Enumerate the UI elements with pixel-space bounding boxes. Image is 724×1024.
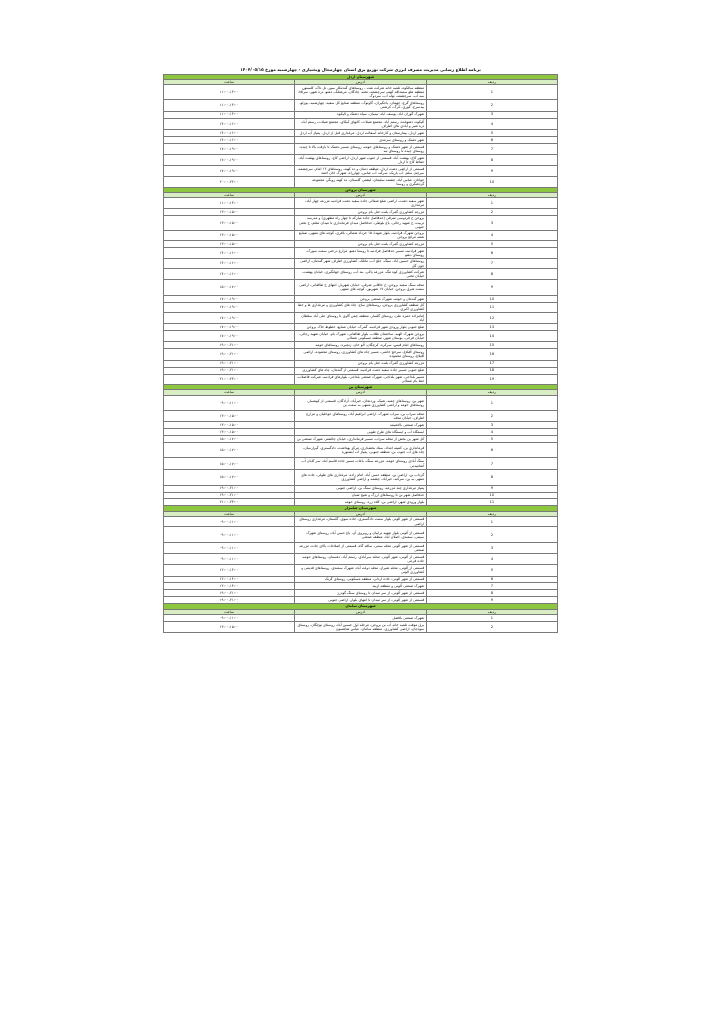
row-number: 9 xyxy=(426,485,557,492)
table-row xyxy=(164,435,558,442)
row-address: ضلع جنوبی بلوار ورودی شهر فرادنبه، گمرک، خیابان صنایع، خطوط خاک بروجن xyxy=(295,323,426,330)
table-row xyxy=(164,583,558,590)
table-row xyxy=(164,155,558,166)
row-number: 10 xyxy=(426,295,557,302)
row-address: قسمتی از شهر آلونی، از سر میدان تا انتهای بلوار، اراضی جنوبی xyxy=(295,597,426,604)
table-row xyxy=(164,230,558,241)
table-row xyxy=(164,360,558,367)
table-row xyxy=(164,313,558,324)
table-row xyxy=(164,469,558,485)
row-number: 9 xyxy=(426,279,557,295)
row-address: گرداب بن، اراضی بن، منطقه حسن آباد، امام زاده، مرغداری های طولی، جاده های منتهی به بن، سرکبه، خیرآباد، چشمه و اراضی کشاورزی xyxy=(295,469,426,485)
table-row xyxy=(164,165,558,176)
table-row xyxy=(164,565,558,576)
row-address: روستاهای حسین آباد، سنگ، خلج آب، ماتلک، کشاورزی اطراف شهر گندمان، اراضی جون گل xyxy=(295,258,426,269)
row-time: ۱۷:۰۰-۱۹:۰۰ xyxy=(164,295,295,302)
table-row xyxy=(164,323,558,330)
row-number: 4 xyxy=(426,428,557,435)
table-row xyxy=(164,129,558,136)
row-time: ۱۵:۰۰-۱۷:۰۰ xyxy=(164,279,295,295)
table-row xyxy=(164,111,558,118)
row-number: 15 xyxy=(426,342,557,349)
row-time: ۰۹:۰۰-۱۱:۰۰ xyxy=(164,527,295,543)
row-number: 1 xyxy=(426,198,557,209)
column-time-header: ساعت xyxy=(164,609,295,614)
row-time: ۲۱:۰۰-۲۳:۰۰ xyxy=(164,499,295,506)
row-address: محله سراب بن، سراب شهرک، اراضی ابراهیم آباد، روستاهای جوخلیان و مزارع اطراف، خیابان محله xyxy=(295,411,426,422)
column-index-header: ردیف xyxy=(426,511,557,516)
row-time: ۱۳:۰۰-۱۵:۰۰ xyxy=(164,215,295,230)
table-row xyxy=(164,208,558,215)
row-time: ۱۹:۰۰-۲۱:۰۰ xyxy=(164,342,295,349)
table-row xyxy=(164,395,558,411)
row-address: شهر فرادنبه، مسیر حدفاصل فرادنبه تا روستا دهنو، مزارع درختی سمت سورک، روستای دهنو xyxy=(295,248,426,259)
row-address: شرکت کشاورزی کوه تنگ، مزرعه پاکی، بند آب، روستای جهانگیری، خیابان بهشت، خیابان تختی xyxy=(295,269,426,280)
table-row xyxy=(164,499,558,506)
row-time: ۱۹:۰۰-۲۱:۰۰ xyxy=(164,360,295,367)
column-address-header: آدرس xyxy=(295,609,426,614)
table-row xyxy=(164,215,558,230)
row-number: 2 xyxy=(426,621,557,632)
row-number: 6 xyxy=(426,136,557,143)
row-address: مسیر بلداجی، شهر بلداجی، شهرک صنعتی بلداجی، بلوارهای فرادنبه، شرکت فاضلاب، خط بام شمالی xyxy=(295,374,426,385)
table-row xyxy=(164,614,558,621)
row-number: 1 xyxy=(426,395,557,411)
table-row xyxy=(164,367,558,374)
table-row xyxy=(164,198,558,209)
row-address: شهر کاج، بهشت آباد، قسمتی از جنوب شهر اردل، اراضی کاج، روستاهای بهشت آباد، حفاظ کاج تا اردل xyxy=(295,155,426,166)
row-address: مزرعه کشاورزی گمرک بلنت ختل بام بروجن xyxy=(295,360,426,367)
column-time-header: ساعت xyxy=(164,80,295,85)
section-title: شهرستان بن xyxy=(164,385,558,390)
row-address: روستاهای امام قیس، سرکره، کرچگان، آلو خان، زنجیره، روستاهای حومه xyxy=(295,342,426,349)
row-address: قسمتی از شهر آلونی بلوار سمت دادگستری، جاده سوی، گلستان، مرغداری روستای اراضی xyxy=(295,516,426,527)
column-index-header: ردیف xyxy=(426,193,557,198)
schedule-body xyxy=(164,75,558,633)
row-number: 2 xyxy=(426,411,557,422)
row-address: شهرک صنعتی بالاشیمه xyxy=(295,421,426,428)
row-number: 8 xyxy=(426,469,557,485)
table-row xyxy=(164,241,558,248)
row-number: 2 xyxy=(426,100,557,111)
table-row xyxy=(164,177,558,188)
section-title: شهرستان بروجن xyxy=(164,187,558,192)
row-number: 1 xyxy=(426,516,557,527)
row-number: 3 xyxy=(426,111,557,118)
column-time-header: ساعت xyxy=(164,193,295,198)
table-row xyxy=(164,485,558,492)
row-number: 4 xyxy=(426,118,557,129)
row-number: 17 xyxy=(426,360,557,367)
row-time: ۱۳:۰۰-۱۵:۰۰ xyxy=(164,428,295,435)
column-index-header: ردیف xyxy=(426,80,557,85)
row-number: 7 xyxy=(426,458,557,469)
table-row xyxy=(164,553,558,564)
row-address: آلیکوه، دهنوغده، رستم آباد، مجتمع شیلات، کانهای کیکای، مجتمع شیلات، رستم آباد، دره شیر و آبادی های اطراف xyxy=(295,118,426,129)
row-address: ضلع جنوبی مسیر جاده سفید دشت فرادنبه، قسمتی از گندمان، چاه های کشاورزی xyxy=(295,367,426,374)
row-time: ۱۷:۰۰-۱۹:۰۰ xyxy=(164,155,295,166)
row-time: ۱۴:۰۰-۱۶:۰۰ xyxy=(164,136,295,143)
row-time: ۱۴:۰۰-۱۶:۰۰ xyxy=(164,269,295,280)
row-address: محله سنگ سفید بروجن، خ خاقانی شرقی، خیابان شهریار، انتهای خ طالقانی، اراضی سمت شرق بروجن، خیابان ۱۷ شهریور، کوچه های منتهی xyxy=(295,279,426,295)
row-number: 10 xyxy=(426,177,557,188)
row-address: شهر گندمان و حومه، شهرک صنعتی بروجن xyxy=(295,295,426,302)
row-address: قسمتی از شهر آلونی، از سر میدان تا روستای سنگ گودرز xyxy=(295,590,426,597)
row-address: قسمتی از شهر دشتک و روستاهای حومه، روستای مسیر دشتک تا بازفت بالا تا چیده، روستای چیده تا روستای تیه xyxy=(295,143,426,154)
row-time: ۱۱:۰۰-۱۳:۰۰ xyxy=(164,198,295,209)
table-row xyxy=(164,527,558,543)
table-row xyxy=(164,411,558,422)
row-time: ۱۹:۰۰-۲۱:۰۰ xyxy=(164,349,295,360)
row-number: 4 xyxy=(426,230,557,241)
row-number: 7 xyxy=(426,143,557,154)
row-address: سنگ آبادی روستای حومه، مزرعه سنگ، باغات مسیر جاده قاسم آباد، سر کابان آب آشامیدنی xyxy=(295,458,426,469)
table-row xyxy=(164,349,558,360)
row-number: 7 xyxy=(426,583,557,590)
row-number: 9 xyxy=(426,597,557,604)
row-time: ۲۰:۰۰-۲۲:۰۰ xyxy=(164,177,295,188)
row-time: ۱۷:۰۰-۱۹:۰۰ xyxy=(164,165,295,176)
row-number: 6 xyxy=(426,576,557,583)
table-row xyxy=(164,492,558,499)
row-time: ۱۲:۰۰-۱۴:۰۰ xyxy=(164,565,295,576)
row-number: 2 xyxy=(426,208,557,215)
table-row xyxy=(164,421,558,428)
row-address: روستاهای گرچ، چهمان، باجگیران، گاوتوک، منطقه صنایع کل سفید، چهارشنبه، بوزلو، بیدسرخ، گوری، کرگ، کرشنی xyxy=(295,100,426,111)
table-row xyxy=(164,295,558,302)
row-time: ۱۴:۰۰-۱۶:۰۰ xyxy=(164,248,295,259)
row-address: قسمتی از شهر آلونی محله سنتی، ساقه گاه، قسمتی از اصلاحات بالای جاده، مزرعه صنعتی xyxy=(295,543,426,554)
row-number: 11 xyxy=(426,302,557,313)
row-number: 5 xyxy=(426,565,557,576)
section-title: شهرستان سامان xyxy=(164,604,558,609)
section-title: شهرستان اردل xyxy=(164,75,558,80)
row-address: قسمتی از آلونی، محله شیراز، محله دولت آباد، شهرک سمندی، روستاهای قدیمی و کشاورزی آلونی xyxy=(295,565,426,576)
table-row xyxy=(164,516,558,527)
section-title: شهرستان شلمزار xyxy=(164,506,558,511)
row-number: 16 xyxy=(426,349,557,360)
row-time: ۰۹:۰۰-۱۱:۰۰ xyxy=(164,516,295,527)
row-time: ۱۱:۰۰-۱۳:۰۰ xyxy=(164,100,295,111)
row-address: شهر دشتک و روستای سرمدی xyxy=(295,136,426,143)
table-row xyxy=(164,543,558,554)
row-number: 13 xyxy=(426,323,557,330)
row-number: 12 xyxy=(426,313,557,324)
row-time: ۱۷:۰۰-۱۹:۰۰ xyxy=(164,323,295,330)
row-time: ۰۹:۰۰-۱۱:۰۰ xyxy=(164,614,295,621)
table-row xyxy=(164,143,558,154)
column-address-header: آدرس xyxy=(295,511,426,516)
row-address: شهرک صنعتی بافضل xyxy=(295,614,426,621)
row-time: ۰۹:۰۰-۱۱:۰۰ xyxy=(164,543,295,554)
row-number: 18 xyxy=(426,367,557,374)
row-address: جوانان، عباس آباد، چشمه سلیمان، لیشتر، گلستان، ده کهنه روبگر، مجموعه گردشگری و روستا xyxy=(295,177,426,188)
row-address: شهر بن، روستاهای چمنه، شیک، وردنجان، خیرآباد، آزادگان، قسمتی از کوهسار، روستاهای حومه و اراضی کشاورزی منتهی به سمت بن xyxy=(295,395,426,411)
column-time-header: ساعت xyxy=(164,511,295,516)
table-row xyxy=(164,258,558,269)
row-number: 5 xyxy=(426,435,557,442)
column-address-header: آدرس xyxy=(295,193,426,198)
row-address: شهرک گوران آباد، یوسف آباد، تیسان، سیاه دشتک و آلیکوه xyxy=(295,111,426,118)
row-number: 8 xyxy=(426,269,557,280)
row-time: ۱۵:۰۰-۱۷:۰۰ xyxy=(164,435,295,442)
row-address: قسمتی از اراضی دشت اردل، منطقه دمنان و ده کهنه، روستاهای ۱۲ امام، سرچشمه، سرچم، سلم، آب باریک، سرکه، آب عباس، چهارراه، شهرک خان احمد xyxy=(295,165,426,176)
row-address: برق موقت تلمبه خانه آب بن بروجن، مرحله اول حسین آباد، روستای نوچگان، روستای سودجان، اراضی کشاورزی، منطقه سامان، عباس شاهسون xyxy=(295,621,426,632)
row-number: 5 xyxy=(426,241,557,248)
row-time: ۱۳:۰۰-۱۵:۰۰ xyxy=(164,621,295,632)
table-row xyxy=(164,136,558,143)
row-address: بروجن شهرک الهیه، ساختمان طلاب، بلوار طالقانی، شهرک بام، خیابان شهید رجائی، خیابان فرخی، بوستان شهر، منطقه مسکونی شمالی xyxy=(295,330,426,341)
row-number: 6 xyxy=(426,442,557,458)
row-number: 3 xyxy=(426,543,557,554)
row-address: قسمتی از آلونی بلوار شهید ترابیان و روبروی آن، باغ حسن آباد، روستای شهرک سیمی، سمندی، اصلان آباد، منطقه صنعتی xyxy=(295,527,426,543)
table-row xyxy=(164,85,558,100)
row-address: قسمتی از شهر آلونی، جاده اردلی، منطقه مسکونی، روستای گرنک xyxy=(295,576,426,583)
row-address: مزرعه کشاورزی گمرک بلنت ختل بام بروجن xyxy=(295,208,426,215)
row-address: روستای آقبلاغ، سرخچ خانمی، مسیر چاه های کشاورزی، روستای محموده، اراضی آقبلاغ، روستای محموده xyxy=(295,349,426,360)
row-number: 3 xyxy=(426,215,557,230)
column-time-header: ساعت xyxy=(164,390,295,395)
table-row xyxy=(164,597,558,604)
table-row xyxy=(164,576,558,583)
row-time: ۱۴:۰۰-۱۶:۰۰ xyxy=(164,118,295,129)
row-time: ۱۱:۰۰-۱۳:۰۰ xyxy=(164,85,295,100)
row-number: 5 xyxy=(426,129,557,136)
row-address: شهرک صنعتی آلونی و منطقه ازینه xyxy=(295,583,426,590)
outage-schedule-sheet xyxy=(163,66,558,633)
row-address: مزرعه کشاورزی گمرک بلنت ختل بام بروجن xyxy=(295,241,426,248)
table-row xyxy=(164,269,558,280)
table-row xyxy=(164,342,558,349)
row-time: ۱۵:۰۰-۱۷:۰۰ xyxy=(164,458,295,469)
row-time: ۱۷:۰۰-۱۹:۰۰ xyxy=(164,143,295,154)
row-time: ۰۹:۰۰-۱۱:۰۰ xyxy=(164,395,295,411)
row-time: ۱۱:۰۰-۱۳:۰۰ xyxy=(164,111,295,118)
row-time: ۱۲:۰۰-۱۴:۰۰ xyxy=(164,583,295,590)
row-number: 8 xyxy=(426,590,557,597)
row-address: بروجن شهرک فرادنبه، بلوار شهدا، ۱۵ خرداد شمالی، باقری، کوچه های منتهی، صنایع شمه مراتع بروجن xyxy=(295,230,426,241)
schedule-title: برنامه اطلاع رسانی مدیریت مصرف انرژی شرکت توزیع برق استان چهارمحال وبختیاری - چهارشنبه مورخ ۱۴۰۴/۰۵/۱۵ xyxy=(240,67,481,72)
table-row xyxy=(164,374,558,385)
table-row xyxy=(164,302,558,313)
row-address: حدفاصل شهر بن تا روستاهای ارزگ و شیخ شبان xyxy=(295,492,426,499)
row-time: ۱۹:۰۰-۲۱:۰۰ xyxy=(164,590,295,597)
row-time: ۰۹:۰۰-۱۱:۰۰ xyxy=(164,553,295,564)
schedule-table xyxy=(163,74,558,633)
row-address: فرمانداری بن، کمیته امداد، ستاد بخشداری، مرکز بهداشت، دادگستری، گیرارسان، چاه های آب جنوب بن، منطقه جنوبی، پمپاژ آب آبشنوره xyxy=(295,442,426,458)
row-address: کل منطقه کشاورزی بروجن، روستاهای ساح، چاه های کشاورزی و مرغداری ها و خط کشاورزی اکبری xyxy=(295,302,426,313)
table-row xyxy=(164,590,558,597)
table-row xyxy=(164,118,558,129)
row-time: ۱۷:۰۰-۱۹:۰۰ xyxy=(164,313,295,324)
row-time: ۲۱:۰۰-۲۳:۰۰ xyxy=(164,374,295,385)
table-row xyxy=(164,279,558,295)
row-number: 1 xyxy=(426,85,557,100)
row-time: ۱۹:۰۰-۲۱:۰۰ xyxy=(164,492,295,499)
row-time: ۱۲:۰۰-۱۴:۰۰ xyxy=(164,576,295,583)
row-number: 14 xyxy=(426,330,557,341)
row-address: ایستگاه آب و ایستگاه های طرح طوبی xyxy=(295,428,426,435)
row-time: ۱۳:۰۰-۱۵:۰۰ xyxy=(164,241,295,248)
row-time: ۱۹:۰۰-۲۱:۰۰ xyxy=(164,367,295,374)
row-time: ۱۴:۰۰-۱۶:۰۰ xyxy=(164,258,295,269)
row-address: قسمتی از آلونی، شهر آلونی، محله سرآبادی، رستم آباد، دهستان، روستاهای حومه، جاده فرعی xyxy=(295,553,426,564)
table-row xyxy=(164,458,558,469)
column-index-header: ردیف xyxy=(426,609,557,614)
row-number: 8 xyxy=(426,155,557,166)
row-time: ۱۳:۰۰-۱۵:۰۰ xyxy=(164,411,295,422)
table-row xyxy=(164,621,558,632)
row-address: بروجن خ فردوسی شرقی (حدفاصل جاده مبارکه تا چهار راه مطهری) و مدرسه تربیت، خ شهید رجائی، باغ بلوطی، حدفاصل میدان فرمانداری تا میدان معلم، خ تختی جنوبی xyxy=(295,215,426,230)
row-address: کل شهر بن بخش از محله سراب، مسیر فرمانداری، خیابان چالشتر، شهرک صنعتی بن xyxy=(295,435,426,442)
row-address: منطقه سالکوه، تلمبه خانه شرکت نفت ، روستاهای گندمکار سور، تل تاک، کلستور، منطقه هلو سمنداقه کهنه، سرچشمه، تخته، چادگان، مرغملک، دهنو، دره شهر، سرآقا، سه آب، سرچشمه، توله آب، سردوگ xyxy=(295,85,426,100)
row-number: 10 xyxy=(426,492,557,499)
row-address: امامزاده حمزه علی، روستای گلسار، منطقه چمن گاوی تا روستای علی آباد سلطان آباد xyxy=(295,313,426,324)
table-row xyxy=(164,428,558,435)
row-time: ۱۷:۰۰-۱۹:۰۰ xyxy=(164,330,295,341)
row-address: پمپاژ مرغداری چند مزرعه، روستای سنگ بن، اراضی جنوبی xyxy=(295,485,426,492)
row-time: ۱۴:۰۰-۱۶:۰۰ xyxy=(164,129,295,136)
row-time: ۱۷:۰۰-۱۹:۰۰ xyxy=(164,302,295,313)
column-address-header: آدرس xyxy=(295,80,426,85)
row-time: ۱۵:۰۰-۱۷:۰۰ xyxy=(164,442,295,458)
row-number: 1 xyxy=(426,614,557,621)
row-address: شهر اردل، بیمارستان و کارخانه آسفالت اردل، مرغداری قبل از اردل، پمپاژ آب اردل xyxy=(295,129,426,136)
table-row xyxy=(164,100,558,111)
row-address: شهر سفید دشت، اراضی ضلع شمالی جاده سفید دشت فرادنبه مزرعه چهار آباد، مرغداری xyxy=(295,198,426,209)
row-time: ۱۳:۰۰-۱۵:۰۰ xyxy=(164,421,295,428)
row-time: ۱۳:۰۰-۱۵:۰۰ xyxy=(164,208,295,215)
row-time: ۱۳:۰۰-۱۵:۰۰ xyxy=(164,230,295,241)
table-row xyxy=(164,442,558,458)
row-time: ۱۹:۰۰-۲۱:۰۰ xyxy=(164,485,295,492)
table-row xyxy=(164,330,558,341)
row-time: ۱۹:۰۰-۲۱:۰۰ xyxy=(164,597,295,604)
row-number: 6 xyxy=(426,248,557,259)
table-row xyxy=(164,248,558,259)
row-number: 11 xyxy=(426,499,557,506)
row-number: 7 xyxy=(426,258,557,269)
row-number: 3 xyxy=(426,421,557,428)
column-address-header: آدرس xyxy=(295,390,426,395)
row-number: 19 xyxy=(426,374,557,385)
column-index-header: ردیف xyxy=(426,390,557,395)
row-number: 2 xyxy=(426,527,557,543)
row-number: 9 xyxy=(426,165,557,176)
row-address: بلوار ورودی شهر، اراضی بن، کلاه زرد، روستای حومه xyxy=(295,499,426,506)
row-time: ۱۵:۰۰-۱۷:۰۰ xyxy=(164,469,295,485)
row-number: 4 xyxy=(426,553,557,564)
